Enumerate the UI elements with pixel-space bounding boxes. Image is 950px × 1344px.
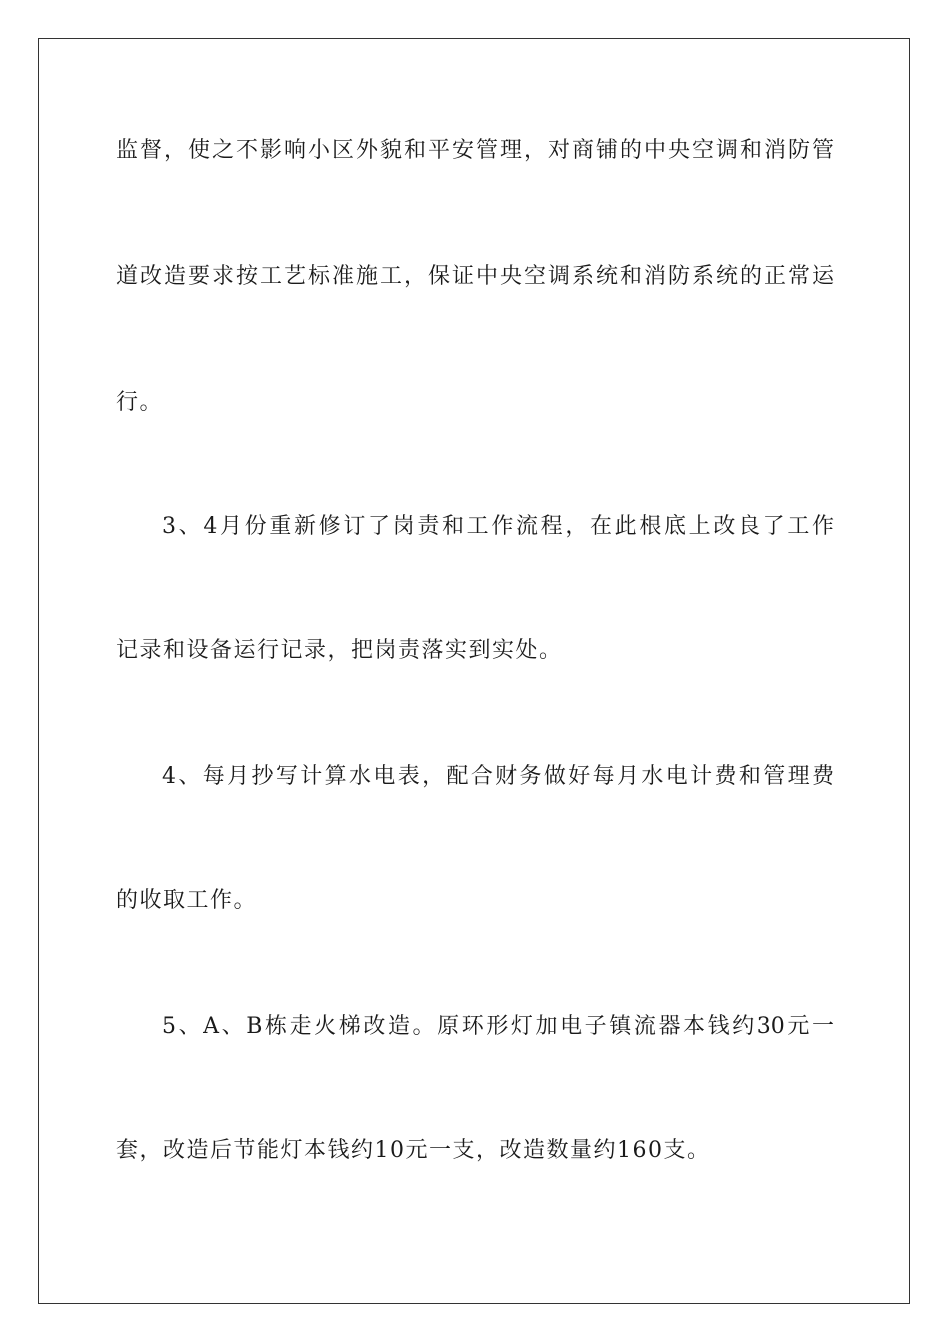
paragraph-line-9: 套，改造后节能灯本钱约10元一支，改造数量约160支。 — [116, 1138, 711, 1163]
paragraph-line-6: 4、每月抄写计算水电表，配合财务做好每月水电计费和管理费 — [162, 764, 834, 789]
page-border — [38, 38, 910, 1304]
paragraph-line-4: 3、4月份重新修订了岗责和工作流程，在此根底上改良了工作 — [162, 514, 834, 539]
paragraph-line-1: 监督，使之不影响小区外貌和平安管理，对商铺的中央空调和消防管 — [116, 138, 834, 163]
paragraph-line-7: 的收取工作。 — [116, 888, 258, 913]
paragraph-line-3: 行。 — [116, 390, 164, 415]
paragraph-line-2: 道改造要求按工艺标准施工，保证中央空调系统和消防系统的正常运 — [116, 264, 834, 289]
paragraph-line-5: 记录和设备运行记录，把岗责落实到实处。 — [116, 638, 563, 663]
paragraph-line-8: 5、A、B栋走火梯改造。原环形灯加电子镇流器本钱约30元一 — [162, 1014, 834, 1039]
